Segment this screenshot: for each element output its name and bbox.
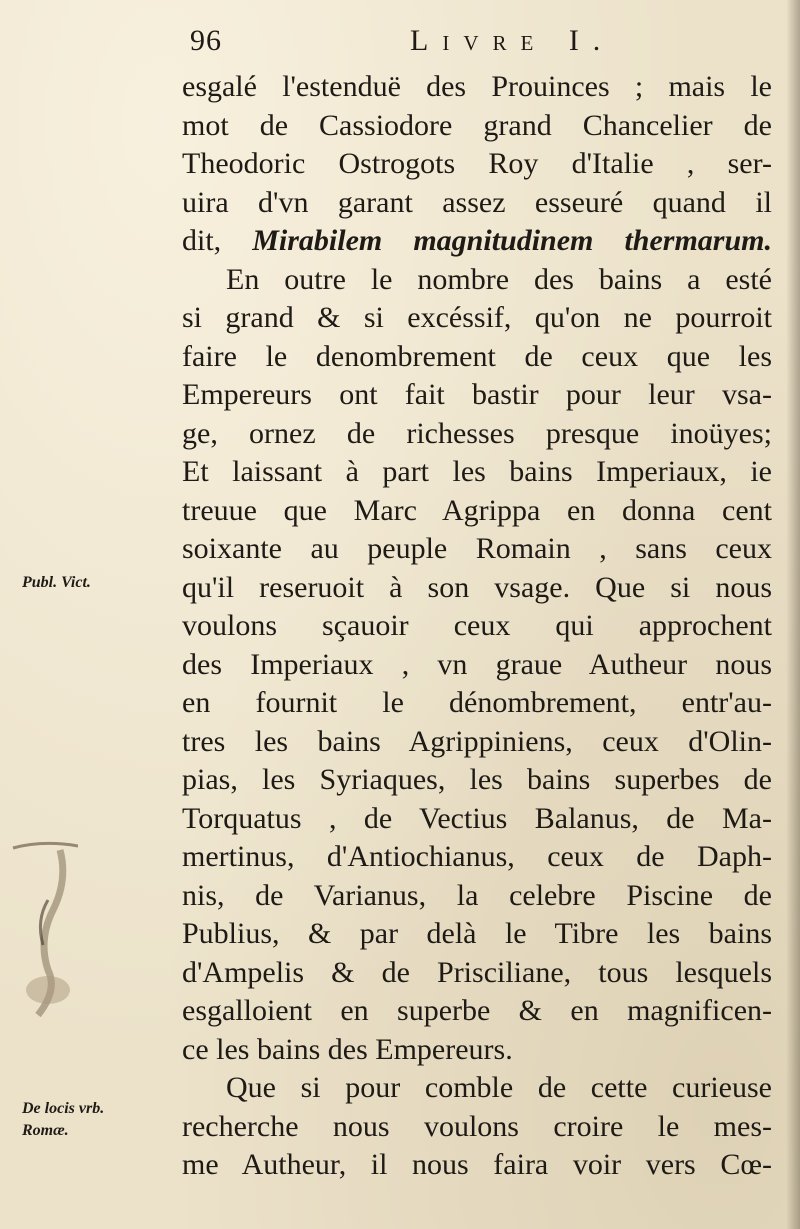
text-line: en fournit le dénombrement, entr'au- (182, 686, 772, 719)
text-line: Empereurs ont fait bastir pour leur vsa- (182, 378, 772, 411)
text-line: esgalloient en superbe & en magnificen- (182, 994, 772, 1027)
text-line: d'Ampelis & de Prisciliane, tous lesquels (182, 955, 772, 989)
text-line: ce les bains des Empereurs. (182, 1032, 513, 1066)
text-line: En outre le nombre des bains a esté (226, 262, 772, 296)
text-line: Et laissant à part les bains Imperiaux, ie (182, 455, 772, 488)
text-line: des Imperiaux , vn graue Autheur nous (182, 647, 772, 681)
text-line-quotation: dit, Mirabilem magnitudinem thermarum. (182, 224, 772, 257)
text-line: esgalé l'estenduë des Prouinces ; mais le (182, 70, 772, 103)
body-text (182, 68, 772, 1185)
page-number: 96 (190, 24, 222, 57)
margin-note-text: Publ. Vict. (22, 574, 91, 591)
text-line: me Autheur, il nous faira voir vers Cœ- (182, 1148, 772, 1181)
page-header (190, 22, 780, 66)
text-line: pias, les Syriaques, les bains superbes de (182, 763, 772, 796)
margin-note-de-locis (22, 1098, 182, 1142)
text-line: Publius, & par delà le Tibre les bains (182, 917, 772, 950)
text-line: qu'il reseruoit à son vsage. Que si nous (182, 570, 772, 604)
text-line: si grand & si excéssif, qu'on ne pourroit (182, 301, 772, 334)
text-line: Que si pour comble de cette curieuse (226, 1071, 772, 1104)
text-line: tres les bains Agrippiniens, ceux d'Olin- (182, 724, 772, 758)
running-head: Livre I. (410, 24, 615, 57)
text-line: voulons sçauoir ceux qui approchent (182, 609, 772, 642)
text-line: uira d'vn garant assez esseuré quand il (182, 185, 772, 219)
margin-note-text: Romæ. (22, 1122, 69, 1139)
text-line: Theodoric Ostrogots Roy d'Italie , ser- (182, 147, 772, 180)
binding-shadow (786, 0, 800, 1229)
text-line: treuue que Marc Agrippa en donna cent (182, 493, 772, 527)
margin-note-text: De locis vrb. (22, 1100, 105, 1117)
text-line: mot de Cassiodore grand Chancelier de (182, 108, 772, 142)
text-line: nis, de Varianus, la celebre Piscine de (182, 878, 772, 912)
text-line: Torquatus , de Vectius Balanus, de Ma- (182, 801, 772, 835)
text-line: faire le denombrement de ceux que les (182, 339, 772, 373)
text-line: recherche nous voulons croire le mes- (182, 1109, 772, 1143)
text-line: soixante au peuple Romain , sans ceux (182, 532, 772, 565)
text-line: ge, ornez de richesses presque inoüyes; (182, 416, 772, 450)
margin-note-publ-vict (22, 572, 182, 594)
marginal-stain-ornament (8, 840, 78, 1020)
text-line: mertinus, d'Antiochianus, ceux de Daph- (182, 840, 772, 873)
